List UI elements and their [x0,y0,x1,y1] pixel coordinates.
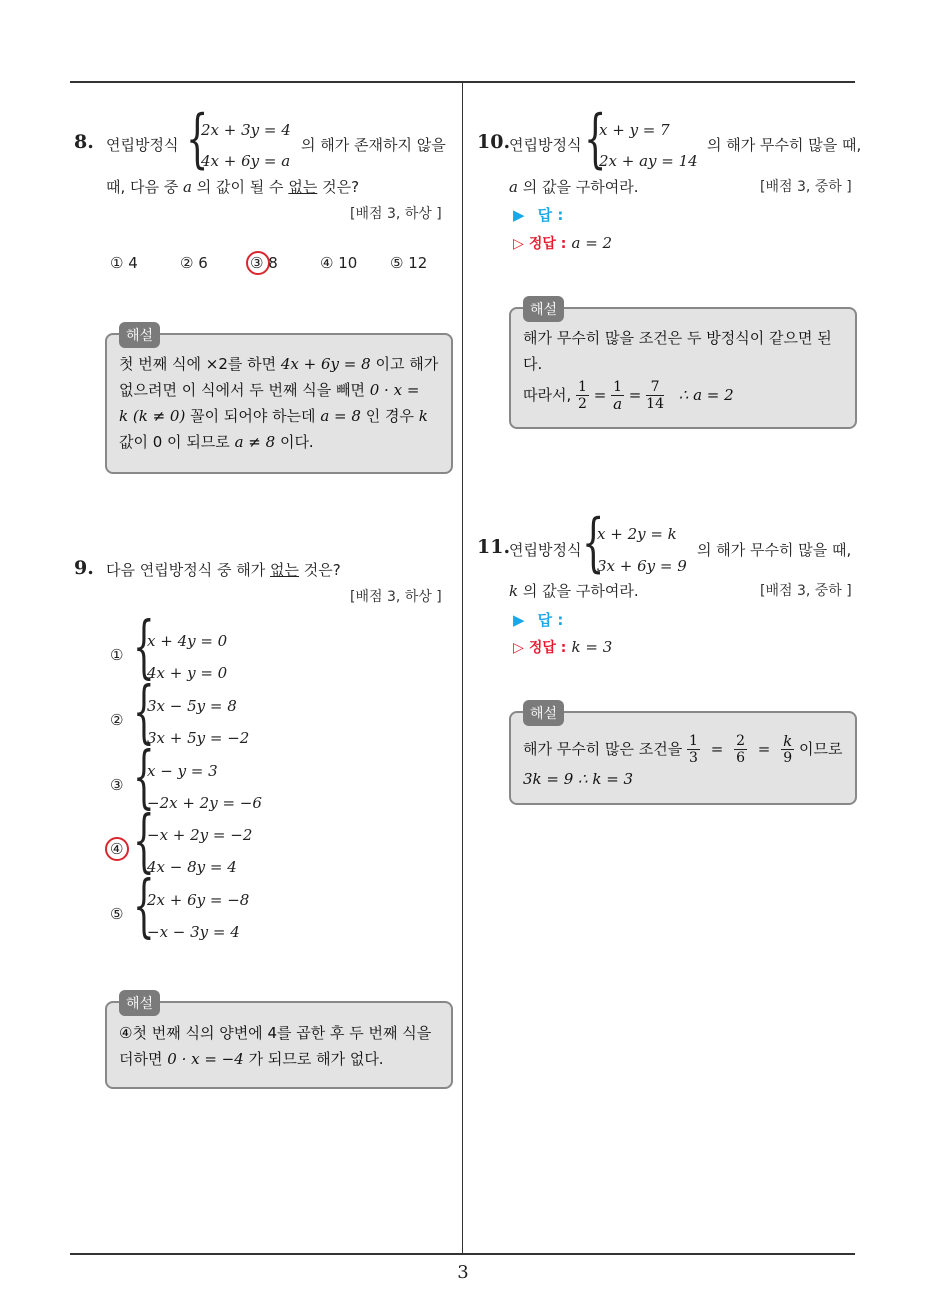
fraction: $\frac{7}{14}$ [646,379,664,412]
question-text: 의 해가 무수히 많을 때, [707,136,862,154]
choice-2-eq1: 3x − 5y = 8 [147,697,237,715]
choice-2[interactable]: ② 6 [180,254,208,272]
system-brace: { [133,802,155,881]
correct-value: a = 2 [571,234,613,252]
explanation-tag: 해설 [119,990,160,1016]
column-divider [462,82,463,1254]
correct-label: 정답 : [528,640,567,656]
choice-3-eq2: −2x + 2y = −6 [147,794,262,812]
choice-5[interactable]: ⑤ 12 [390,254,428,272]
choice-1-eq1: x + 4y = 0 [147,632,228,650]
question-text: 의 해가 존재하지 않을 [301,136,446,154]
system-brace: { [133,673,155,752]
explanation-text: 해가 무수히 많을 조건은 두 방정식이 같으면 된 다. 따라서, $\frac{1}{2}$ = $\frac{1}{a}$ = $\frac{7}{14}$ ∴ a = 2 [523,329,832,413]
choice-3[interactable]: ③ 8 [250,254,278,272]
choice-2-mark[interactable]: ② [110,711,124,729]
score-tag: [배점 3, 하상 ] [350,589,442,605]
page-number: 3 [457,1262,469,1283]
fraction: $\frac{1}{2}$ [578,379,587,412]
explanation-tag: 해설 [119,322,160,348]
explanation-box [509,711,857,805]
choice-4-mark[interactable]: ④ [110,840,124,858]
correct-value: k = 3 [571,638,613,656]
fraction: $\frac{1}{3}$ [689,733,698,766]
explanation-tag: 해설 [523,700,564,726]
choice-4-eq1: −x + 2y = −2 [147,826,253,844]
answer-label: 답 : [537,206,564,224]
equation-1: x + 2y = k [597,525,677,543]
choice-2-eq2: 3x + 5y = −2 [147,729,250,747]
system-brace: { [186,102,209,176]
question-number: 10. [477,131,511,153]
fraction: $\frac{1}{a}$ [613,379,623,413]
correct-answer-row [513,233,612,253]
bottom-rule [70,1253,855,1255]
question-lead: 연립방정식 [509,136,582,154]
choice-3-eq1: x − y = 3 [147,762,218,780]
answer-row [513,609,563,630]
equation-1: 2x + 3y = 4 [201,121,291,139]
system-brace: { [133,867,155,946]
choice-4-eq2: 4x − 8y = 4 [147,858,237,876]
choice-5-eq2: −x − 3y = 4 [147,923,240,941]
choice-4[interactable]: ④ 10 [320,254,358,272]
equation-2: 4x + 6y = a [201,152,291,170]
explanation-box [509,307,857,429]
question-text: 의 해가 무수히 많을 때, [697,541,852,559]
outline-play-icon: ▷ [513,236,524,252]
fraction: $\frac{2}{6}$ [736,733,745,766]
question-number: 8. [74,131,94,153]
fraction: $\frac{k}{9}$ [783,732,793,766]
question-number: 9. [74,557,94,579]
explanation-text: ④첫 번째 식의 양변에 4를 곱한 후 두 번째 식을 더하면 0 · x = −4 가 되므로 해가 없다. [119,1024,432,1068]
equation-2: 2x + ay = 14 [599,152,698,170]
answer-row [513,204,563,225]
system-brace: { [584,102,607,176]
choice-1[interactable]: ① 4 [110,254,138,272]
question-text-line2: 때, 다음 중 a 의 값이 될 수 없는 것은? [106,178,360,196]
play-icon: ▶ [513,206,525,224]
question-lead: 연립방정식 [106,136,179,154]
explanation-text: 해가 무수히 많은 조건을 $\frac{1}{3}$ = $\frac{2}{6}$ = $\frac{k}{9}$ 이므로 3k = 9 ∴ k = 3 [523,732,843,788]
score-tag: [배점 3, 중하 ] [760,179,852,195]
choice-3-mark[interactable]: ③ [110,776,124,794]
system-brace: { [133,738,155,817]
question-text-line2: k 의 값을 구하여라. [509,582,639,600]
score-tag: [배점 3, 하상 ] [350,206,442,222]
question-text-line2: a 의 값을 구하여라. [509,178,639,196]
score-tag: [배점 3, 중하 ] [760,583,852,599]
system-brace: { [133,608,155,687]
choice-5-mark[interactable]: ⑤ [110,905,124,923]
explanation-box [105,333,453,474]
correct-answer-row [513,637,612,657]
play-icon: ▶ [513,611,525,629]
choice-5-eq1: 2x + 6y = −8 [147,891,250,909]
system-brace: { [582,506,605,580]
choice-1-mark[interactable]: ① [110,646,124,664]
question-text: 다음 연립방정식 중 해가 없는 것은? [106,561,341,579]
question-number: 11. [477,536,511,558]
explanation-text: 첫 번째 식에 ×2를 하면 4x + 6y = 8 이고 해가 없으려면 이 식에서 두 번째 식을 빼면 0 · x = k (k ≠ 0) 꼴이 되어야 하는데 a = 8 인 경우 k 값이 0 이 되므로 a ≠ 8 이다. [119,355,439,451]
outline-play-icon: ▷ [513,640,524,656]
equation-1: x + y = 7 [599,121,670,139]
choice-1-eq2: 4x + y = 0 [147,664,228,682]
correct-label: 정답 : [528,236,567,252]
equation-2: 3x + 6y = 9 [597,557,687,575]
explanation-tag: 해설 [523,296,564,322]
question-lead: 연립방정식 [509,541,582,559]
answer-label: 답 : [537,611,564,629]
